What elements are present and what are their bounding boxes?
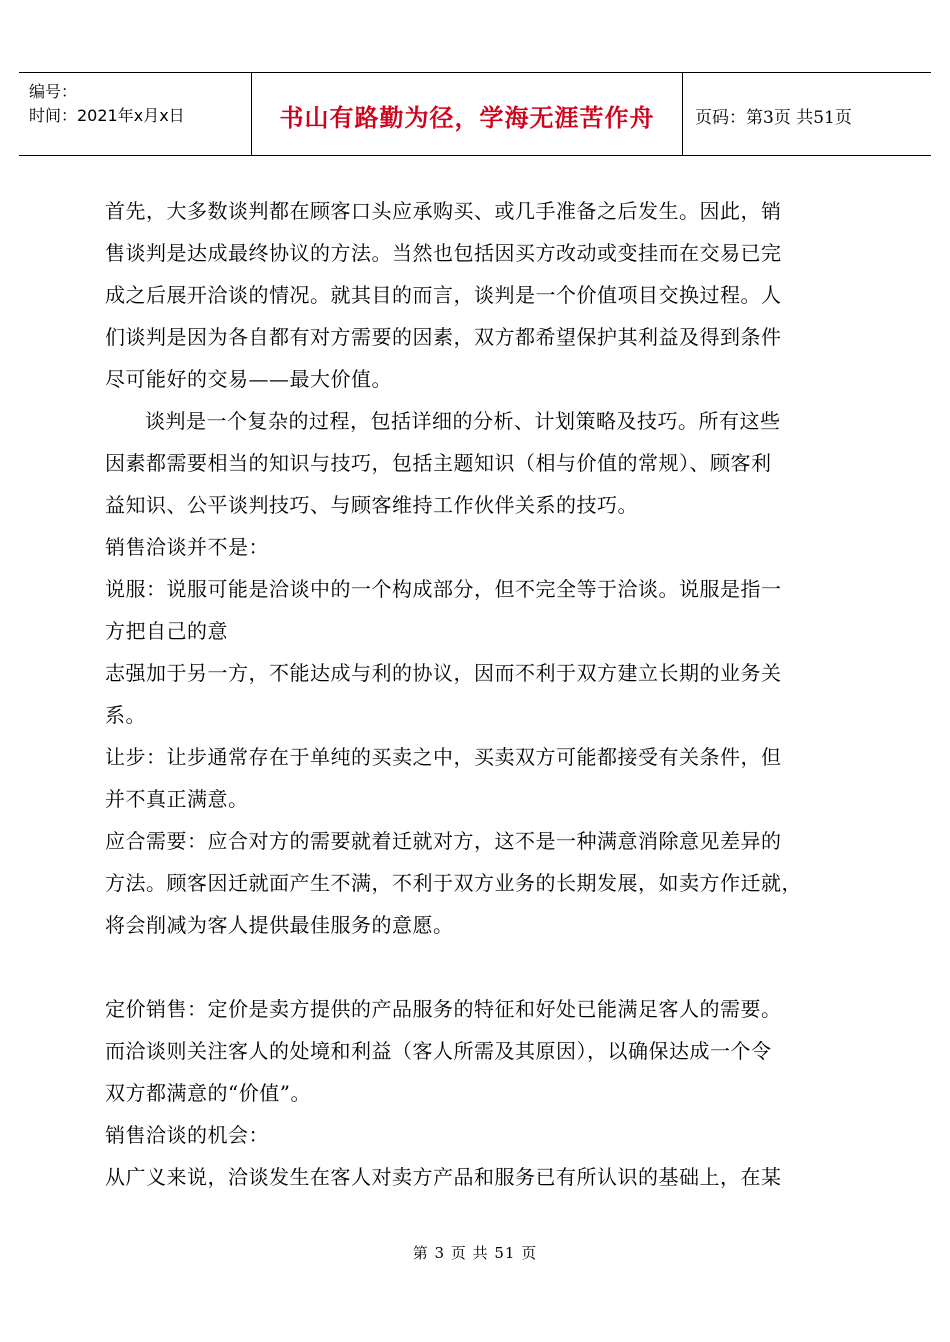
body-line: 志强加于另一方，不能达成与利的协议，因而不利于双方建立长期的业务关 (105, 661, 782, 685)
serial-number-label: 编号： (29, 82, 78, 101)
body-line: 方把自己的意 (105, 619, 228, 643)
header-meta-cell (19, 73, 251, 155)
document-header (19, 72, 931, 156)
body-line: 双方都满意的“价值”。 (105, 1081, 311, 1105)
body-line: 并不真正满意。 (105, 787, 249, 811)
section-heading: 销售洽谈的机会： (105, 1123, 269, 1147)
motto-text: 书山有路勤为径，学海无涯苦作舟 (279, 103, 655, 132)
body-line: 首先，大多数谈判都在顾客口头应承购买、或几手准备之后发生。因此，销 (105, 199, 782, 223)
body-line: 说服：说服可能是洽谈中的一个构成部分，但不完全等于洽谈。说服是指一 (105, 577, 782, 601)
body-line: 将会削减为客人提供最佳服务的意愿。 (105, 913, 454, 937)
body-line: 应合需要：应合对方的需要就着迁就对方，这不是一种满意消除意见差异的 (105, 829, 782, 853)
body-line: 定价销售：定价是卖方提供的产品服务的特征和好处已能满足客人的需要。 (105, 997, 782, 1021)
body-line: 系。 (105, 703, 146, 727)
header-motto-cell (251, 73, 683, 155)
body-line: 从广义来说，洽谈发生在客人对卖方产品和服务已有所认识的基础上，在某 (105, 1165, 782, 1189)
body-line: 谈判是一个复杂的过程，包括详细的分析、计划策略及技巧。所有这些 (145, 409, 781, 433)
body-line: 成之后展开洽谈的情况。就其目的而言，谈判是一个价值项目交换过程。人 (105, 283, 782, 307)
section-heading: 销售洽谈并不是： (105, 535, 269, 559)
date-label: 时间：2021年x月x日 (29, 106, 185, 125)
body-line: 益知识、公平谈判技巧、与顾客维持工作伙伴关系的技巧。 (105, 493, 638, 517)
header-page-cell (683, 73, 931, 155)
body-line: 售谈判是达成最终协议的方法。当然也包括因买方改动或变挂而在交易已完 (105, 241, 782, 265)
header-page-info: 页码：第3页 共51页 (695, 108, 852, 128)
body-line: 让步：让步通常存在于单纯的买卖之中，买卖双方可能都接受有关条件，但 (105, 745, 782, 769)
body-line: 尽可能好的交易——最大价值。 (105, 367, 392, 391)
body-line: 而洽谈则关注客人的处境和利益（客人所需及其原因），以确保达成一个令 (105, 1039, 772, 1063)
page-footer: 第 3 页 共 51 页 (412, 1244, 538, 1262)
body-line: 方法。顾客因迁就面产生不满，不利于双方业务的长期发展，如卖方作迁就， (105, 871, 802, 895)
body-line: 们谈判是因为各自都有对方需要的因素，双方都希望保护其利益及得到条件 (105, 325, 782, 349)
body-line: 因素都需要相当的知识与技巧，包括主题知识（相与价值的常规）、顾客利 (105, 451, 772, 475)
paragraph-spacer (105, 946, 850, 988)
document-body (105, 190, 850, 1198)
